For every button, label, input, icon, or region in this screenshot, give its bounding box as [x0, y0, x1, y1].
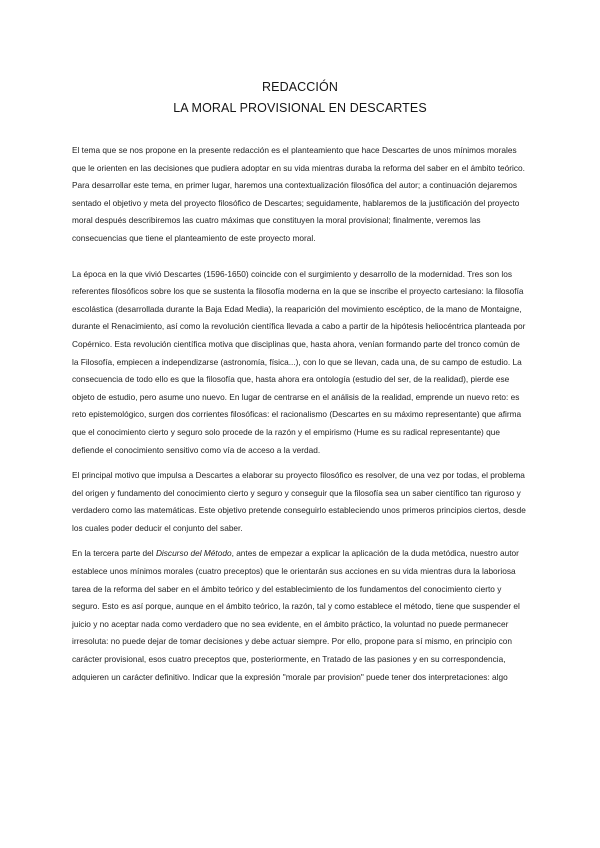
document-body	[72, 142, 527, 686]
paragraph-intro: El tema que se nos propone en la presente redacción es el planteamiento que hace Descartes de unos mínimos morales que le orienten en las decisiones que pudiera adoptar en su vida mientras duraba la reforma del saber en el ámbito teórico.	[72, 145, 525, 173]
paragraph-third-part	[72, 545, 527, 686]
paragraph-context: La época en la que vivió Descartes (1596-1650) coincide con el surgimiento y desarrollo de la modernidad. Tres son los referentes filosóficos sobre los que se sustenta la filosofía moderna en la que se inscribe el proyecto cartesiano: la filosofía escolástica (desarrollada durante la Baja Edad Media), la reaparición del movimiento escéptico, de la mano de Montaigne, durante el Renacimiento, así como la revolución científica llevada a cabo a partir de la hipótesis heliocéntrica planteada por Copérnico. Esta revolución científica motiva que disciplinas que, hasta ahora, venían formando parte del tronco común de la Filosofía, empiecen a independizarse (astronomía, física...), con lo que se llevan, cada una, de su campo de estudio. La consecuencia de todo ello es que la filosofía que, hasta ahora era ontología (estudio del ser, de la realidad), pierde ese objeto de estudio, pero asume uno nuevo. En lugar de centrarse en el análisis de la realidad, emprende un nuevo reto: es reto epistemológico, surgen dos corrientes filosóficas: el racionalismo (Descartes en su máximo representante) que afirma que el conocimiento cierto y seguro solo procede de la razón y el empirismo (Hume es su radical representante) que defiende el conocimiento sensitivo como vía de acceso a la verdad.	[72, 268, 526, 455]
title-block	[0, 77, 600, 119]
subtitle-heading: LA MORAL PROVISIONAL EN DESCARTES	[173, 101, 427, 115]
title-heading: REDACCIÓN	[262, 80, 338, 94]
paragraph-third-part-lead: En la tercera parte del	[72, 548, 156, 559]
paragraph-third-part-rest: , antes de empezar a explicar la aplicación de la duda metódica, nuestro autor establece unos mínimos morales (cuatro preceptos) que le orientarán sus acciones en su vida mientras dura la laboriosa tarea de la reforma del saber en el ámbito teórico y del establecimiento de los fundamentos del conocimiento cierto y seguro. Esto es así porque, aunque en el ámbito teórico, la razón, tal y como establece el método, tiene que suspender el juicio y no aceptar nada como verdadero que no sea evidente, en el ámbito práctico, la voluntad no puede permanecer irresoluta: no puede dejar de tomar decisiones y debe actuar siempre. Por ello, propone para sí mismo, en principio con carácter provisional, esos cuatro preceptos que, posteriormente, en Tratado de las pasiones y en su correspondencia, adquieren un carácter definitivo. Indicar que la expresión "morale par provision" puede tener dos interpretaciones: algo	[72, 548, 520, 682]
book-title: Discurso del Método	[155, 548, 232, 559]
paragraph-outline: Para desarrollar este tema, en primer lugar, haremos una contextualización filosófica del autor; a continuación dejaremos sentado el objetivo y meta del proyecto filosófico de Descartes; seguidamente, hablaremos de la justificación del proyecto moral después describiremos las cuatro máximas que constituyen la moral provisional; finalmente, veremos las consecuencias que tiene el planteamiento de este proyecto moral.	[72, 180, 520, 243]
paragraph-motive: El principal motivo que impulsa a Descartes a elaborar su proyecto filosófico es resolver, de una vez por todas, el problema del origen y fundamento del conocimiento cierto y seguro y conseguir que la filosofía sea un saber científico tan riguroso y verdadero como las matemáticas. Este objetivo pretende conseguirlo estableciendo unos primeros principios ciertos, desde los cuales poder deducir el conjunto del saber.	[72, 470, 526, 533]
